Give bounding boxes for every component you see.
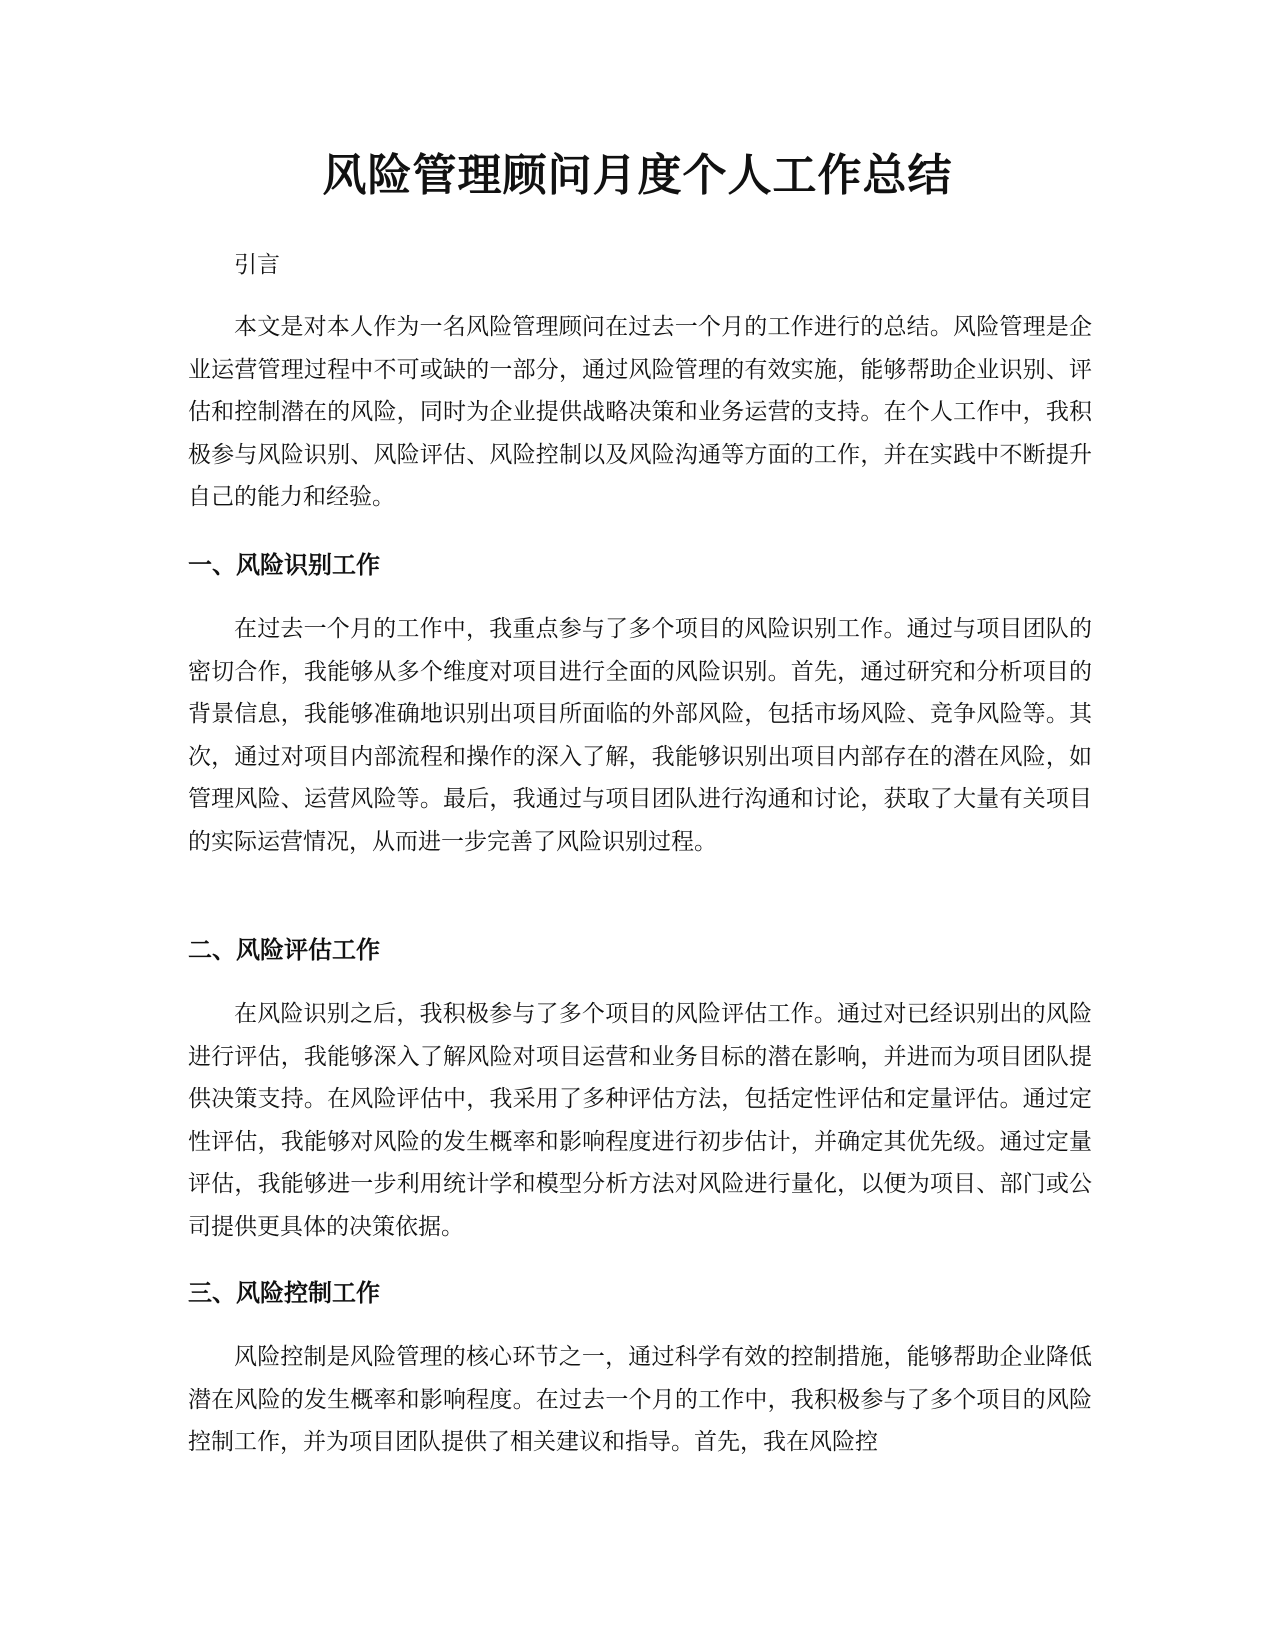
section-heading-risk-identification: 一、风险识别工作	[188, 551, 380, 579]
section-heading-risk-assessment: 二、风险评估工作	[188, 936, 380, 964]
section-paragraph-risk-identification: 在过去一个月的工作中，我重点参与了多个项目的风险识别工作。通过与项目团队的密切合作，我能够从多个维度对项目进行全面的风险识别。首先，通过研究和分析项目的背景信息，我能够准确地识别出项目所面临的外部风险，包括市场风险、竞争风险等。其次，通过对项目内部流程和操作的深入了解，我能够识别出项目内部存在的潜在风险，如管理风险、运营风险等。最后，我通过与项目团队进行沟通和讨论，获取了大量有关项目的实际运营情况，从而进一步完善了风险识别过程。	[188, 616, 1092, 855]
intro-paragraph: 本文是对本人作为一名风险管理顾问在过去一个月的工作进行的总结。风险管理是企业运营管理过程中不可或缺的一部分，通过风险管理的有效实施，能够帮助企业识别、评估和控制潜在的风险，同时为企业提供战略决策和业务运营的支持。在个人工作中，我积极参与风险识别、风险评估、风险控制以及风险沟通等方面的工作，并在实践中不断提升自己的能力和经验。	[188, 314, 1092, 510]
document-title: 风险管理顾问月度个人工作总结	[322, 150, 953, 201]
section-heading-risk-control: 三、风险控制工作	[188, 1279, 380, 1307]
section-paragraph-risk-assessment: 在风险识别之后，我积极参与了多个项目的风险评估工作。通过对已经识别出的风险进行评估，我能够深入了解风险对项目运营和业务目标的潜在影响，并进而为项目团队提供决策支持。在风险评估中，我采用了多种评估方法，包括定性评估和定量评估。通过定性评估，我能够对风险的发生概率和影响程度进行初步估计，并确定其优先级。通过定量评估，我能够进一步利用统计学和模型分析方法对风险进行量化，以便为项目、部门或公司提供更具体的决策依据。	[188, 1001, 1092, 1240]
intro-label: 引言	[234, 252, 280, 278]
section-paragraph-risk-control: 风险控制是风险管理的核心环节之一，通过科学有效的控制措施，能够帮助企业降低潜在风险的发生概率和影响程度。在过去一个月的工作中，我积极参与了多个项目的风险控制工作，并为项目团队提供了相关建议和指导。首先，我在风险控	[188, 1344, 1092, 1455]
